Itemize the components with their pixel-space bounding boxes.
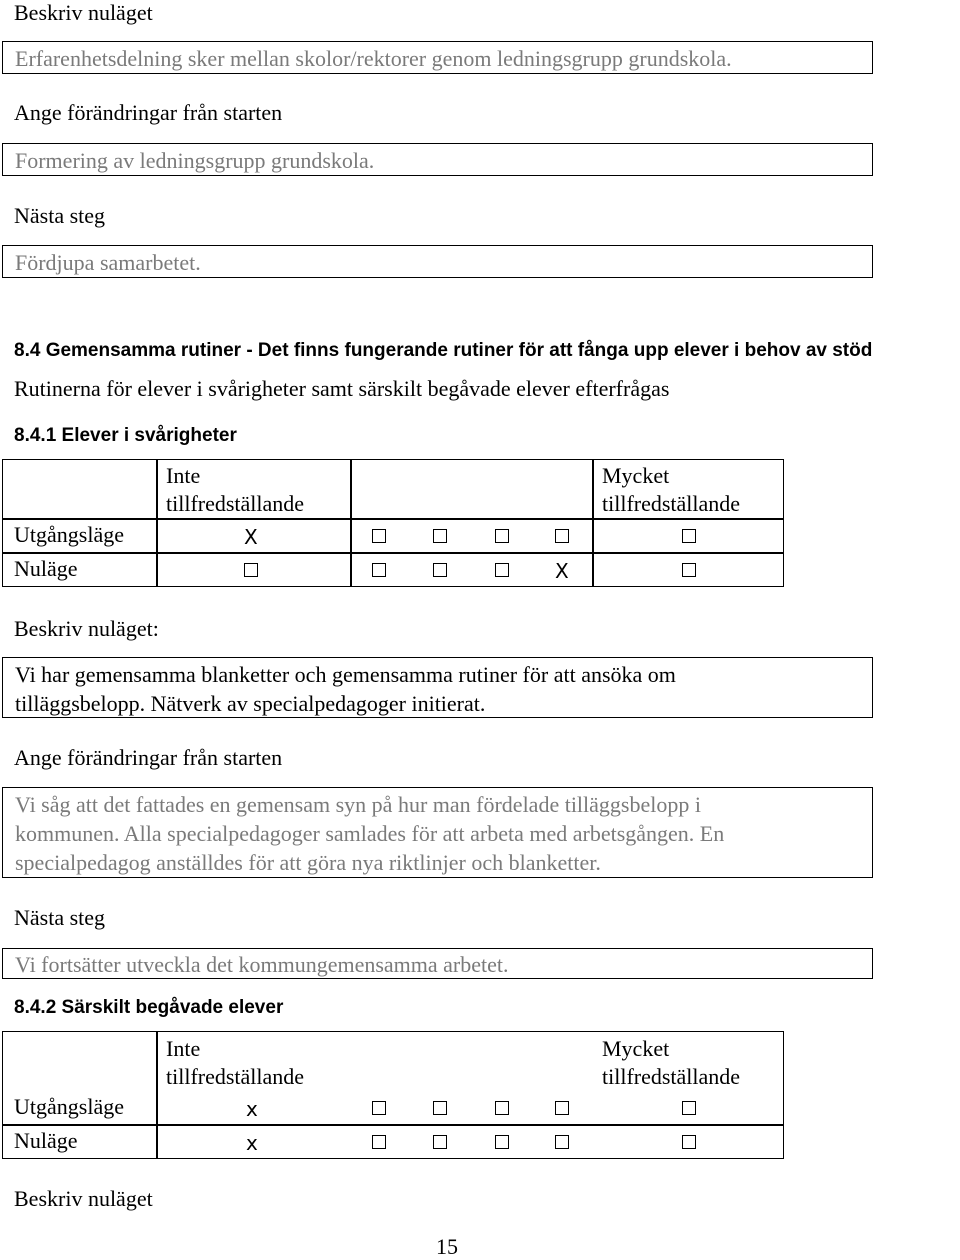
option-5-checkbox[interactable]	[555, 1135, 569, 1149]
row-label-utgangslage: Utgångsläge	[14, 522, 124, 547]
box-text-line1: Vi såg att det fattades en gemensam syn på hur man fördelade tilläggsbelopp i	[15, 792, 701, 817]
option-1-checkbox[interactable]	[244, 563, 258, 577]
text-box-changes	[2, 787, 873, 878]
label-beskriv-nulaget: Beskriv nuläget	[14, 1186, 153, 1211]
scale-high-label-line2: tillfredställande	[602, 491, 741, 516]
option-5-marked[interactable]: X	[555, 559, 569, 583]
scale-low-label-line1: Inte	[166, 463, 201, 488]
scale-high-label-line2: tillfredställande	[602, 1064, 741, 1089]
option-1-marked[interactable]: x	[246, 1097, 258, 1121]
row-label-nulage: Nuläge	[14, 556, 78, 581]
section-heading-8-4-1: 8.4.1 Elever i svårigheter	[14, 425, 237, 446]
row-label-utgangslage: Utgångsläge	[14, 1094, 124, 1119]
box-text-line3: specialpedagog anställdes för att göra nya riktlinjer och blanketter.	[15, 850, 601, 875]
text-box-current-state	[2, 41, 873, 74]
scale-low-label-line1: Inte	[166, 1036, 201, 1061]
text-box-next-step	[2, 245, 873, 278]
scale-low-label-line2: tillfredställande	[166, 491, 305, 516]
option-4-checkbox[interactable]	[495, 1101, 509, 1115]
label-beskriv-nulaget: Beskriv nuläget:	[14, 616, 159, 641]
option-6-checkbox[interactable]	[682, 529, 696, 543]
option-3-checkbox[interactable]	[433, 563, 447, 577]
text-box-next-step	[2, 948, 873, 979]
label-next-step: Nästa steg	[14, 905, 106, 930]
box-text: Fördjupa samarbetet.	[15, 250, 201, 275]
rating-table-8-4-2	[2, 1031, 784, 1159]
option-5-checkbox[interactable]	[555, 529, 569, 543]
option-4-checkbox[interactable]	[495, 563, 509, 577]
option-6-checkbox[interactable]	[682, 563, 696, 577]
option-2-checkbox[interactable]	[372, 1135, 386, 1149]
box-text: Formering av ledningsgrupp grundskola.	[15, 148, 375, 173]
box-text: Vi fortsätter utveckla det kommungemensamma arbetet.	[15, 952, 509, 977]
option-2-checkbox[interactable]	[372, 529, 386, 543]
option-5-checkbox[interactable]	[555, 1101, 569, 1115]
section-heading-8-4-2: 8.4.2 Särskilt begåvade elever	[14, 997, 284, 1018]
option-3-checkbox[interactable]	[433, 1135, 447, 1149]
scale-high-label-line1: Mycket	[602, 1036, 670, 1061]
option-4-checkbox[interactable]	[495, 1135, 509, 1149]
label-changes: Ange förändringar från starten	[14, 100, 283, 125]
option-2-checkbox[interactable]	[372, 563, 386, 577]
option-3-checkbox[interactable]	[433, 1101, 447, 1115]
text-box-changes	[2, 143, 873, 176]
option-3-checkbox[interactable]	[433, 529, 447, 543]
option-6-checkbox[interactable]	[682, 1135, 696, 1149]
label-beskriv-nulaget: Beskriv nuläget	[14, 0, 153, 25]
scale-low-label-line2: tillfredställande	[166, 1064, 305, 1089]
scale-high-label-line1: Mycket	[602, 463, 670, 488]
page-number: 15	[436, 1234, 458, 1259]
option-1-marked[interactable]: X	[244, 525, 258, 549]
rating-table-8-4-1	[2, 459, 784, 587]
section-heading-8-4: 8.4 Gemensamma rutiner - Det finns fungerande rutiner för att fånga upp elever i behov av stöd	[14, 340, 873, 361]
option-4-checkbox[interactable]	[495, 529, 509, 543]
row-label-nulage: Nuläge	[14, 1128, 78, 1153]
label-next-step: Nästa steg	[14, 203, 106, 228]
option-1-marked[interactable]: x	[246, 1131, 258, 1155]
option-6-checkbox[interactable]	[682, 1101, 696, 1115]
label-changes: Ange förändringar från starten	[14, 745, 283, 770]
section-intro: Rutinerna för elever i svårigheter samt särskilt begåvade elever efterfrågas	[14, 376, 670, 401]
box-text-line2: tilläggsbelopp. Nätverk av specialpedagoger initierat.	[15, 691, 486, 716]
text-box-current-state	[2, 657, 873, 718]
box-text-line1: Vi har gemensamma blanketter och gemensamma rutiner för att ansöka om	[15, 662, 676, 687]
option-2-checkbox[interactable]	[372, 1101, 386, 1115]
box-text: Erfarenhetsdelning sker mellan skolor/rektorer genom ledningsgrupp grundskola.	[15, 46, 732, 71]
box-text-line2: kommunen. Alla specialpedagoger samlades för att arbeta med arbetsgången. En	[15, 821, 725, 846]
